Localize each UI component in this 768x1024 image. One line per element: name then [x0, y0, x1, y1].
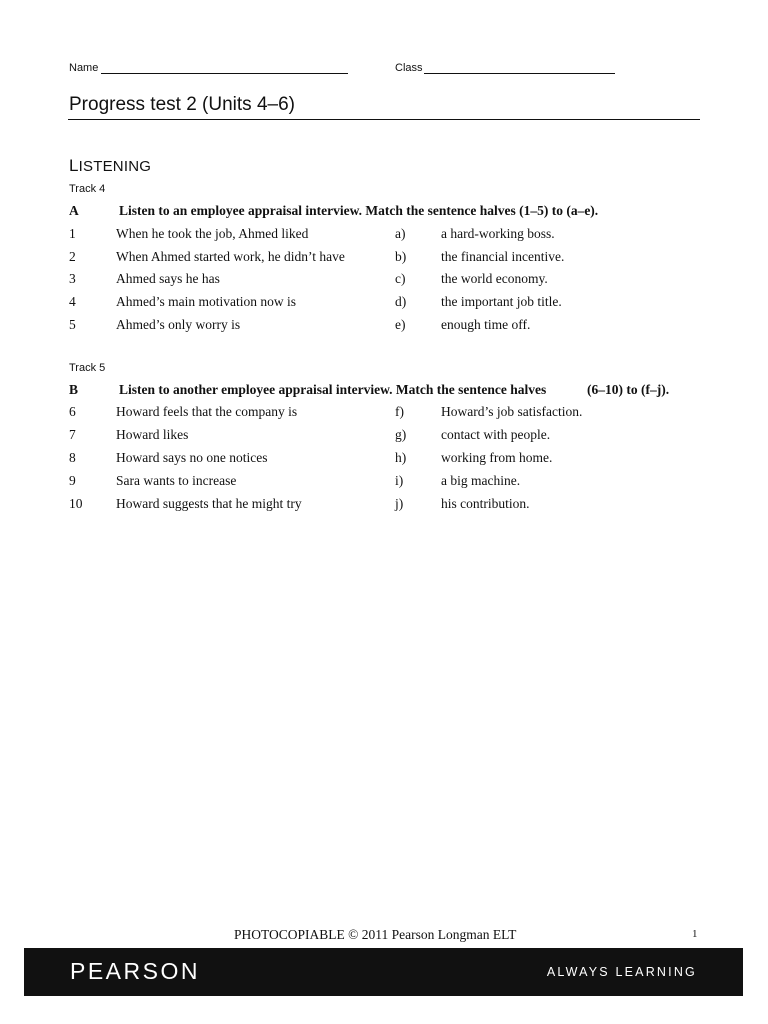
item-text: Howard likes: [116, 427, 189, 442]
item-letter: g): [395, 427, 407, 442]
item-answer: enough time off.: [441, 317, 531, 332]
item-text: Ahmed’s only worry is: [116, 317, 241, 332]
item-number: 1: [69, 226, 76, 241]
item-text: Sara wants to increase: [116, 473, 237, 488]
track-label-b: Track 5: [69, 362, 106, 374]
item-text: Howard suggests that he might try: [116, 496, 302, 511]
copyright-notice: PHOTOCOPIABLE © 2011 Pearson Longman ELT: [234, 927, 517, 942]
part-b-letter: B: [69, 382, 79, 397]
item-number: 7: [69, 427, 76, 442]
item-letter: b): [395, 249, 407, 264]
section-heading-initial: L: [69, 156, 79, 175]
page-title: Progress test 2 (Units 4–6): [69, 94, 295, 115]
item-text: Howard says no one notices: [116, 450, 268, 465]
item-answer: the important job title.: [441, 294, 562, 309]
item-letter: d): [395, 294, 407, 309]
name-field-line[interactable]: [101, 73, 348, 74]
item-letter: f): [395, 404, 404, 419]
item-letter: h): [395, 450, 407, 465]
name-label: Name: [69, 62, 99, 74]
part-b-instruction: Listen to another employee appraisal interview. Match the sentence halves: [119, 382, 547, 397]
item-text: Howard feels that the company is: [116, 404, 298, 419]
item-number: 6: [69, 404, 76, 419]
item-number: 4: [69, 294, 76, 309]
item-text: Ahmed says he has: [116, 271, 220, 286]
item-text: When he took the job, Ahmed liked: [116, 226, 309, 241]
item-number: 3: [69, 271, 76, 286]
title-divider: [68, 119, 700, 120]
item-number: 2: [69, 249, 76, 264]
item-answer: Howard’s job satisfaction.: [441, 404, 583, 419]
item-letter: c): [395, 271, 406, 286]
item-text: Ahmed’s main motivation now is: [116, 294, 296, 309]
part-b-instruction-range: (6–10) to (f–j).: [587, 382, 670, 397]
item-answer: a hard-working boss.: [441, 226, 555, 241]
item-number: 5: [69, 317, 76, 332]
item-answer: contact with people.: [441, 427, 551, 442]
item-answer: working from home.: [441, 450, 553, 465]
item-answer: a big machine.: [441, 473, 521, 488]
track-label-a: Track 4: [69, 183, 106, 195]
part-a-letter: A: [69, 203, 79, 218]
item-letter: a): [395, 226, 406, 241]
pearson-logo: PEARSON: [70, 958, 200, 984]
item-number: 10: [69, 496, 83, 511]
item-letter: e): [395, 317, 406, 332]
part-a-instruction: Listen to an employee appraisal interview. Match the sentence halves (1–5) to (a–e).: [119, 203, 599, 218]
page-number: 1: [692, 928, 698, 940]
item-answer: the world economy.: [441, 271, 548, 286]
item-number: 8: [69, 450, 76, 465]
item-answer: his contribution.: [441, 496, 530, 511]
class-field-line[interactable]: [424, 73, 615, 74]
brand-footer-bar: [24, 948, 743, 996]
item-letter: i): [395, 473, 404, 488]
item-letter: j): [395, 496, 404, 511]
item-text: When Ahmed started work, he didn’t have: [116, 249, 345, 264]
item-number: 9: [69, 473, 76, 488]
class-label: Class: [395, 62, 423, 74]
item-answer: the financial incentive.: [441, 249, 565, 264]
section-heading: [69, 156, 151, 176]
brand-tagline: ALWAYS LEARNING: [546, 965, 697, 979]
section-heading-rest: ISTENING: [78, 158, 152, 175]
